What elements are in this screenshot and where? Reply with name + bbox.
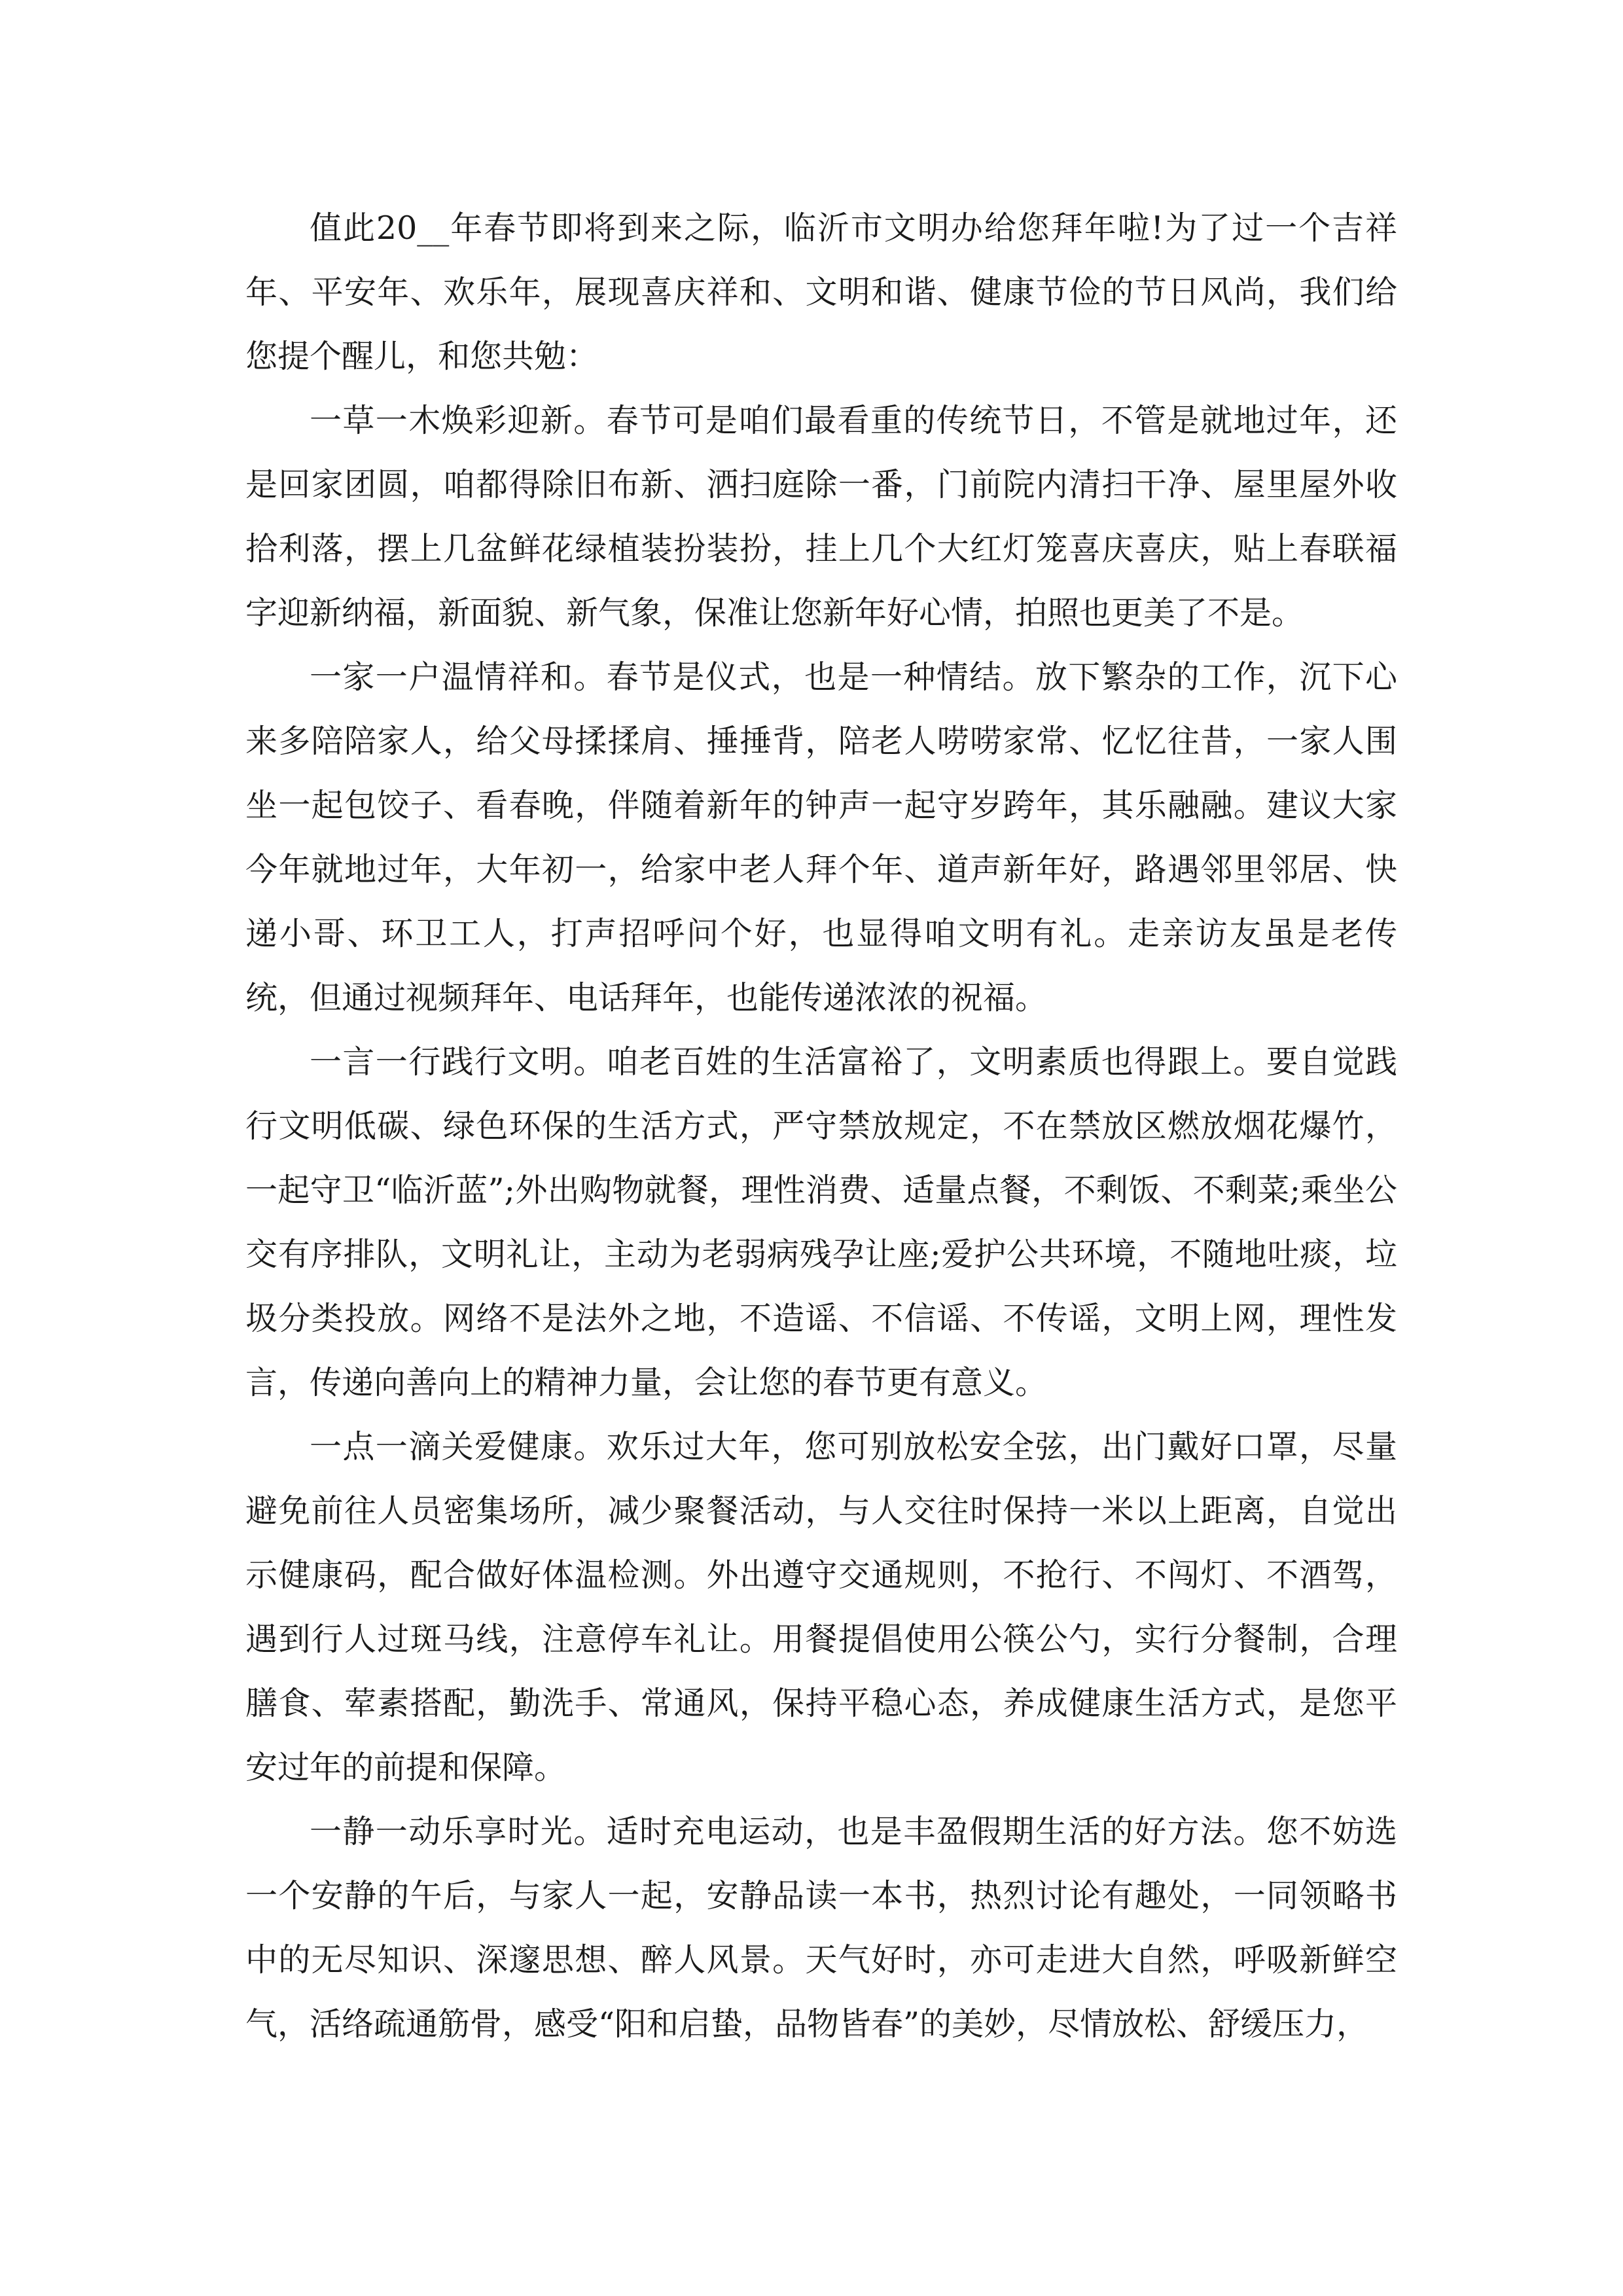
paragraph-family: 一家一户温情祥和。春节是仪式，也是一种情结。放下繁杂的工作，沉下心来多陪陪家人，给父母揉揉肩、捶捶背，陪老人唠唠家常、忆忆往昔，一家人围坐一起包饺子、看春晚，伴随着新年的钟声一起守岁跨年，其乐融融。建议大家今年就地过年，大年初一，给家中老人拜个年、道声新年好，路遇邻里邻居、快递小哥、环卫工人，打声招呼问个好，也显得咱文明有礼。走亲访友虽是老传统，但通过视频拜年、电话拜年，也能传递浓浓的祝福。 xyxy=(245,658,1397,1016)
paragraph-health: 一点一滴关爱健康。欢乐过大年，您可别放松安全弦，出门戴好口罩，尽量避免前往人员密集场所，减少聚餐活动，与人交往时保持一米以上距离，自觉出示健康码，配合做好体温检测。外出遵守交通规则，不抢行、不闯灯、不酒驾，遇到行人过斑马线，注意停车礼让。用餐提倡使用公筷公勺，实行分餐制，合理膳食、荤素搭配，勤洗手、常通风，保持平稳心态，养成健康生活方式，是您平安过年的前提和保障。 xyxy=(245,1428,1397,1786)
paragraph-leisure: 一静一动乐享时光。适时充电运动，也是丰盈假期生活的好方法。您不妨选一个安静的午后，与家人一起，安静品读一本书，热烈讨论有趣处，一同领略书中的无尽知识、深邃思想、醉人风景。天气好时，亦可走进大自然，呼吸新鲜空气，活络疏通筋骨，感受“阳和启蛰，品物皆春”的美妙，尽情放松、舒缓压力， xyxy=(245,1813,1397,2043)
document-body xyxy=(245,196,1397,2056)
paragraph-greeting: 值此20__年春节即将到来之际，临沂市文明办给您拜年啦!为了过一个吉祥年、平安年、欢乐年，展现喜庆祥和、文明和谐、健康节俭的节日风尚，我们给您提个醒儿，和您共勉： xyxy=(245,209,1397,375)
paragraph-decoration: 一草一木焕彩迎新。春节可是咱们最看重的传统节日，不管是就地过年，还是回家团圆，咱都得除旧布新、洒扫庭除一番，门前院内清扫干净、屋里屋外收拾利落，摆上几盆鲜花绿植装扮装扮，挂上几个大红灯笼喜庆喜庆，贴上春联福字迎新纳福，新面貌、新气象，保准让您新年好心情，拍照也更美了不是。 xyxy=(245,402,1397,632)
paragraph-civility: 一言一行践行文明。咱老百姓的生活富裕了，文明素质也得跟上。要自觉践行文明低碳、绿色环保的生活方式，严守禁放规定，不在禁放区燃放烟花爆竹，一起守卫“临沂蓝”;外出购物就餐，理性消费、适量点餐，不剩饭、不剩菜;乘坐公交有序排队，文明礼让，主动为老弱病残孕让座;爱护公共环境，不随地吐痰，垃圾分类投放。网络不是法外之地，不造谣、不信谣、不传谣，文明上网，理性发言，传递向善向上的精神力量，会让您的春节更有意义。 xyxy=(245,1043,1397,1401)
